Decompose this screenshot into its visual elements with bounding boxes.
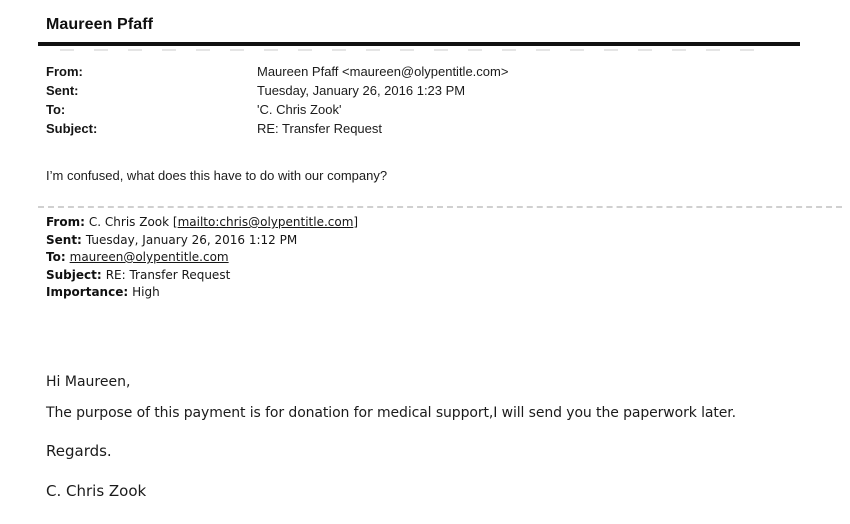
quoted-header-row-from xyxy=(46,214,358,232)
quoted-body-closing: Regards. xyxy=(46,442,112,460)
sent-value: Tuesday, January 26, 2016 1:23 PM xyxy=(257,83,466,98)
quoted-importance-value: High xyxy=(132,285,160,299)
quoted-body-message: The purpose of this payment is for donation for medical support,I will send you the paperwork later. xyxy=(46,405,737,421)
from-label: From: xyxy=(46,64,83,79)
scan-artifact-line xyxy=(60,49,760,51)
quoted-header-row-subject xyxy=(46,267,358,285)
quoted-header-row-sent xyxy=(46,232,358,250)
quoted-body-greeting: Hi Maureen, xyxy=(46,374,131,390)
to-label: To: xyxy=(46,102,66,117)
subject-label: Subject: xyxy=(46,121,98,136)
title-divider-rule xyxy=(38,42,800,46)
header-row-subject xyxy=(46,119,508,138)
header-row-from xyxy=(46,62,508,81)
quoted-email-header-block xyxy=(46,214,358,302)
quoted-to-mailto-link[interactable]: maureen@olypentitle.com xyxy=(69,250,229,264)
quoted-to-label: To: xyxy=(46,250,66,264)
quoted-from-mailto-link[interactable]: mailto:chris@olypentitle.com xyxy=(177,215,354,229)
quoted-body-signature: C. Chris Zook xyxy=(46,482,147,500)
subject-value: RE: Transfer Request xyxy=(257,121,382,136)
page-title: Maureen Pfaff xyxy=(46,16,154,33)
quoted-email-divider xyxy=(38,206,842,208)
quoted-importance-label: Importance: xyxy=(46,285,129,299)
quoted-subject-value: RE: Transfer Request xyxy=(105,267,231,282)
email-header-block xyxy=(46,62,508,138)
to-value: 'C. Chris Zook' xyxy=(257,102,342,117)
quoted-from-name: C. Chris Zook [ xyxy=(88,215,178,229)
sent-label: Sent: xyxy=(46,83,79,98)
quoted-sent-value: Tuesday, January 26, 2016 1:12 PM xyxy=(85,232,298,247)
quoted-from-bracket: ] xyxy=(353,215,359,229)
header-row-to xyxy=(46,100,508,119)
header-row-sent xyxy=(46,81,508,100)
quoted-header-row-to xyxy=(46,249,358,267)
from-value: Maureen Pfaff <maureen@olypentitle.com> xyxy=(257,64,509,79)
quoted-from-label: From: xyxy=(46,215,85,229)
quoted-subject-label: Subject: xyxy=(46,267,102,282)
quoted-header-row-importance xyxy=(46,284,358,302)
quoted-sent-label: Sent: xyxy=(46,232,82,247)
email-body-text: I’m confused, what does this have to do with our company? xyxy=(46,168,388,183)
